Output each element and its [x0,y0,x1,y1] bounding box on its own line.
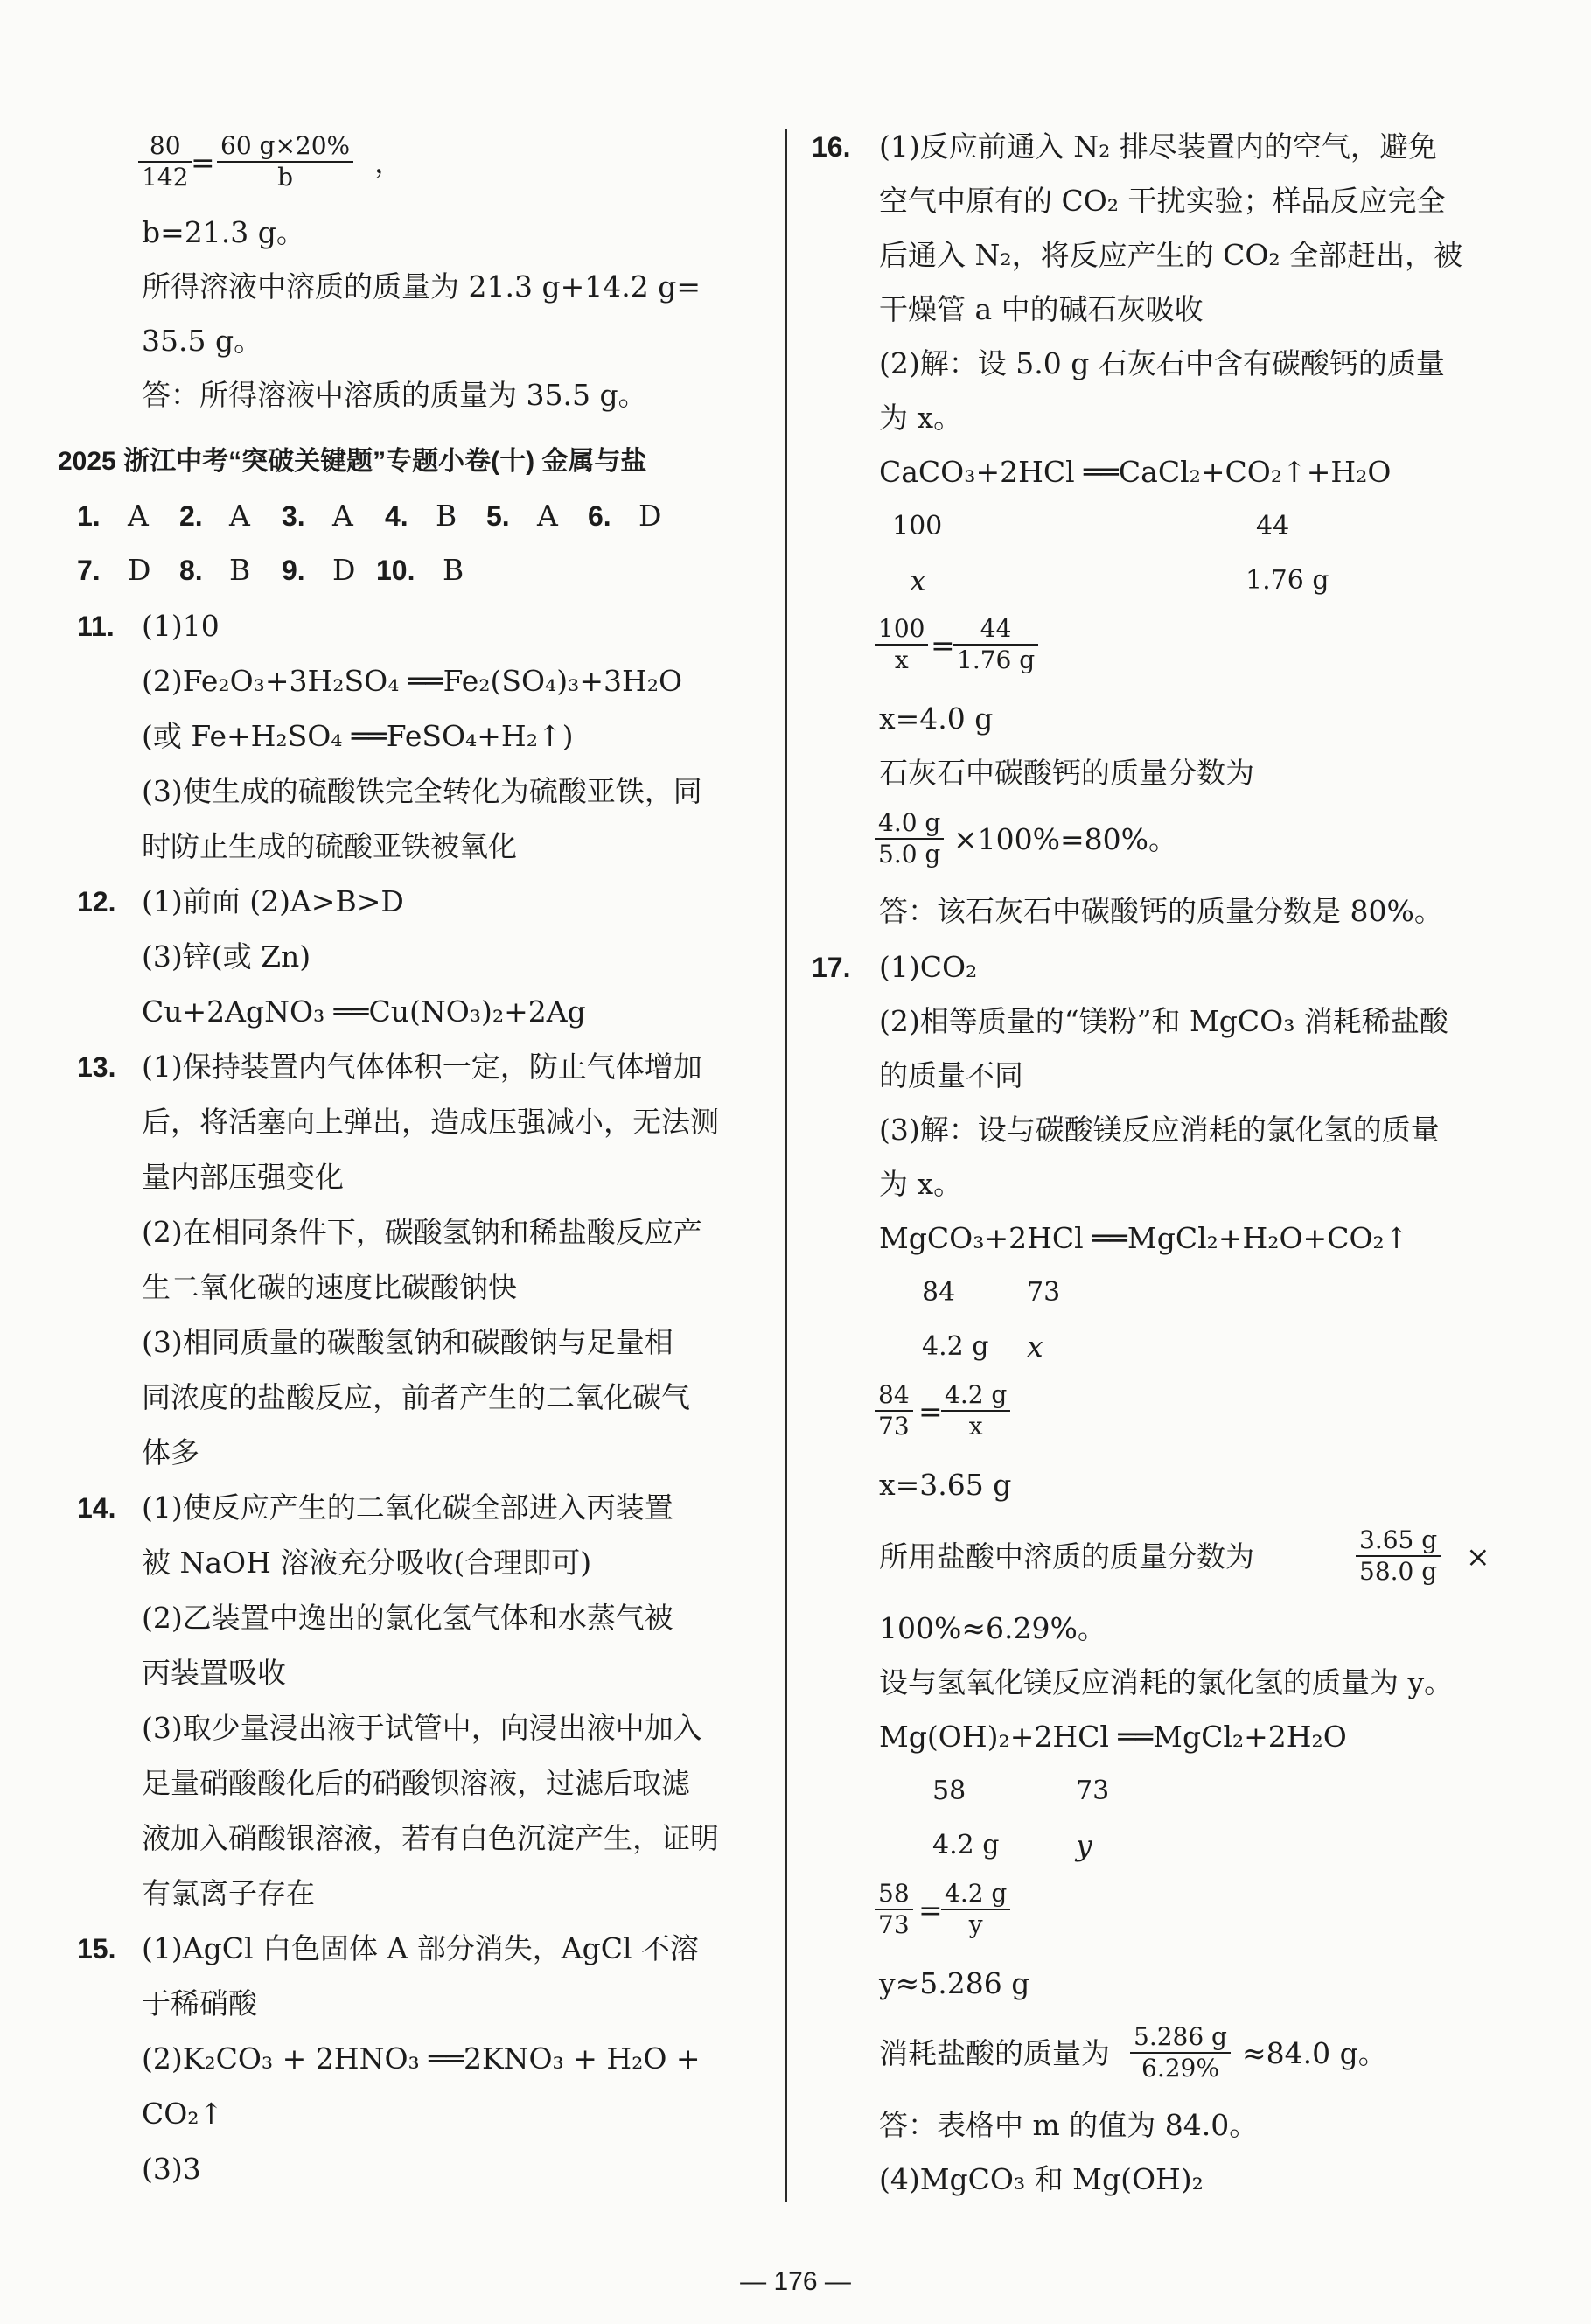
text: ≈84.0 g。 [1242,2036,1387,2070]
text-line: (1)反应前通入 N₂ 排尽装置内的空气，避免 [879,129,1437,164]
text-line: b=21.3 g。 [142,215,305,249]
fraction-denominator: y [968,1910,983,1939]
result: x=3.65 g [879,1468,1012,1502]
text-line: 所得溶液中溶质的质量为 21.3 g+14.2 g= [142,269,701,304]
text-line: 于稀硝酸 [142,1986,257,2020]
equals-sign: = [918,1893,943,1927]
chemical-equation: CO₂↑ [142,2097,224,2131]
question-number: 10. [376,555,415,586]
fraction [1130,2022,1231,2083]
fraction-numerator: 80 [138,131,192,163]
text-line: (2)在相同条件下，碳酸氢钠和稀盐酸反应产 [142,1215,702,1249]
fraction-numerator: 4.2 g [941,1380,1010,1412]
text-line: 的质量不同 [879,1058,1023,1092]
answer: D [332,553,356,587]
question-number: 17. [812,952,851,983]
molar-mass: 58 [932,1776,966,1806]
fraction [941,1380,1010,1441]
text-line: 后，将活塞向上弹出，造成压强减小，无法测 [142,1105,719,1139]
text-line: (2)解：设 5.0 g 石灰石中含有碳酸钙的质量 [879,346,1445,380]
fraction-denominator: b [277,163,294,192]
value: 4.2 g [932,1830,1000,1860]
fraction-numerator: 5.286 g [1130,2022,1231,2054]
text-line: (4)MgCO₃ 和 Mg(OH)₂ [879,2162,1204,2196]
equals-sign: = [931,628,955,662]
text-line: 液加入硝酸银溶液，若有白色沉淀产生，证明 [142,1821,719,1855]
variable: x [910,563,926,597]
answer: D [638,499,662,533]
text-line: (3)取少量浸出液于试管中，向浸出液中加入 [142,1711,702,1745]
question-number: 11. [77,611,115,642]
text-line: (3)相同质量的碳酸氢钠和碳酸钠与足量相 [142,1325,673,1359]
fraction-denominator: 6.29% [1141,2054,1219,2083]
text: ×100%=80%。 [953,822,1177,856]
text-line: 设与氢氧化镁反应消耗的氯化氢的质量为 y。 [879,1665,1454,1699]
question-number: 12. [77,886,116,918]
text-line: 干燥管 a 中的碱石灰吸收 [879,292,1204,326]
chemical-equation: (或 Fe+H₂SO₄ ══FeSO₄+H₂↑) [142,719,574,753]
fraction-denominator: 142 [142,163,189,192]
text-line: 后通入 N₂，将反应产生的 CO₂ 全部赶出，被 [879,238,1463,272]
fraction [875,808,944,869]
text-line: 量内部压强变化 [142,1160,344,1194]
answer: B [229,553,251,587]
variable: y [1076,1828,1092,1862]
fraction [1356,1525,1441,1587]
value: 4.2 g [922,1331,989,1362]
answer-line: 答：表格中 m 的值为 84.0。 [879,2108,1259,2142]
text-line: 35.5 g。 [142,324,263,358]
result: y≈5.286 g [879,1966,1030,2000]
fraction-denominator: 73 [878,1910,910,1939]
text-line: (2)乙装置中逸出的氯化氢气体和水蒸气被 [142,1601,673,1635]
fraction-numerator: 60 g×20% [217,131,353,163]
text-line: 时防止生成的硫酸亚铁被氧化 [142,829,517,863]
chemical-equation: Mg(OH)₂+2HCl ══MgCl₂+2H₂O [879,1720,1347,1754]
answer: B [443,553,464,587]
fraction [875,614,928,675]
fraction-numerator: 4.2 g [941,1879,1010,1910]
text-line: (1)使反应产生的二氧化碳全部进入丙装置 [142,1490,673,1525]
fraction-denominator: 5.0 g [878,840,941,869]
text-line: (1)前面 (2)A>B>D [142,884,404,918]
text-line: 消耗盐酸的质量为 [879,2036,1110,2070]
equals-sign: = [918,1394,943,1428]
text-line: (2)相等质量的“镁粉”和 MgCO₃ 消耗稀盐酸 [879,1004,1448,1038]
section-heading: 2025 浙江中考“突破关键题”专题小卷(十) 金属与盐 [58,447,647,476]
value: 1.76 g [1246,565,1329,596]
text-line: 同浓度的盐酸反应，前者产生的二氧化碳气 [142,1380,690,1414]
text-line: 所用盐酸中溶质的质量分数为 [879,1539,1254,1574]
variable: x [1027,1329,1043,1364]
fraction-denominator: x [968,1412,983,1441]
page-number: — 176 — [740,2267,851,2296]
molar-mass: 73 [1027,1277,1061,1308]
text: ， [374,145,403,179]
text-line: (3)3 [142,2152,201,2186]
question-number: 9. [282,555,305,586]
text-line: 为 x。 [879,1167,963,1201]
text-line: 有氯离子存在 [142,1876,315,1910]
question-number: 1. [77,500,101,532]
fraction [875,1879,913,1940]
question-number: 8. [179,555,203,586]
text-line: 答：所得溶液中溶质的质量为 35.5 g。 [142,378,647,412]
chemical-equation: MgCO₃+2HCl ══MgCl₂+H₂O+CO₂↑ [879,1221,1409,1255]
fraction [953,614,1038,675]
text-line: (1)AgCl 白色固体 A 部分消失，AgCl 不溶 [142,1931,700,1965]
molar-mass: 84 [922,1277,956,1308]
question-number: 2. [179,500,203,532]
text-line: (3)解：设与碳酸镁反应消耗的氯化氢的质量 [879,1113,1440,1147]
text-line: 足量硝酸酸化后的硝酸钡溶液，过滤后取滤 [142,1766,690,1800]
fraction-numerator: 44 [953,614,1038,646]
question-number: 7. [77,555,101,586]
fraction-numerator: 3.65 g [1356,1525,1441,1557]
text-line: (1)10 [142,609,220,643]
fraction-numerator: 84 [875,1380,913,1412]
answer: D [128,553,151,587]
text-line: 体多 [142,1435,199,1469]
question-number: 14. [77,1492,116,1524]
chemical-equation: Cu+2AgNO₃ ══Cu(NO₃)₂+2Ag [142,995,586,1029]
text-line: 丙装置吸收 [142,1656,286,1690]
answer-line: 答：该石灰石中碳酸钙的质量分数是 80%。 [879,894,1443,928]
fraction-numerator: 4.0 g [875,808,944,840]
fraction-denominator: 73 [878,1412,910,1441]
text-line: (3)使生成的硫酸铁完全转化为硫酸亚铁，同 [142,774,702,808]
fraction-denominator: x [894,646,909,674]
answer: A [537,499,558,533]
text: × [1466,1539,1490,1574]
molar-mass: 73 [1076,1776,1110,1806]
question-number: 6. [588,500,611,532]
answer: A [229,499,250,533]
fraction [138,131,192,192]
text-line: (3)锌(或 Zn) [142,939,311,974]
text-line: 为 x。 [879,401,963,435]
result: x=4.0 g [879,701,994,736]
text-line: 空气中原有的 CO₂ 干扰实验；样品反应完全 [879,184,1446,218]
equals-sign: = [191,145,215,179]
fraction-denominator: 58.0 g [1359,1557,1438,1586]
chemical-equation: (2)K₂CO₃ + 2HNO₃ ══2KNO₃ + H₂O + [142,2041,701,2076]
question-number: 13. [77,1051,116,1083]
text-line: (1)保持装置内气体体积一定，防止气体增加 [142,1050,702,1084]
fraction [217,131,353,192]
fraction-denominator: 1.76 g [957,646,1036,674]
chemical-equation: (2)Fe₂O₃+3H₂SO₄ ══Fe₂(SO₄)₃+3H₂O [142,664,683,698]
answer: B [436,499,457,533]
fraction [941,1879,1010,1940]
text-line: 100%≈6.29%。 [879,1611,1106,1645]
question-number: 5. [486,500,510,532]
fraction [875,1380,913,1441]
fraction-numerator: 100 [875,614,928,646]
text-line: (1)CO₂ [879,950,978,984]
question-number: 3. [282,500,305,532]
question-number: 16. [812,131,851,163]
text-line: 石灰石中碳酸钙的质量分数为 [879,756,1254,790]
question-number: 4. [385,500,408,532]
chemical-equation: CaCO₃+2HCl ══CaCl₂+CO₂↑+H₂O [879,455,1392,489]
answer: A [128,499,149,533]
question-number: 15. [77,1933,116,1965]
answer: A [332,499,353,533]
molar-mass: 100 [892,511,943,541]
fraction-numerator: 58 [875,1879,913,1910]
column-divider [785,129,787,2202]
text-line: 生二氧化碳的速度比碳酸钠快 [142,1270,517,1304]
text-line: 被 NaOH 溶液充分吸收(合理即可) [142,1546,592,1580]
molar-mass: 44 [1256,511,1290,541]
